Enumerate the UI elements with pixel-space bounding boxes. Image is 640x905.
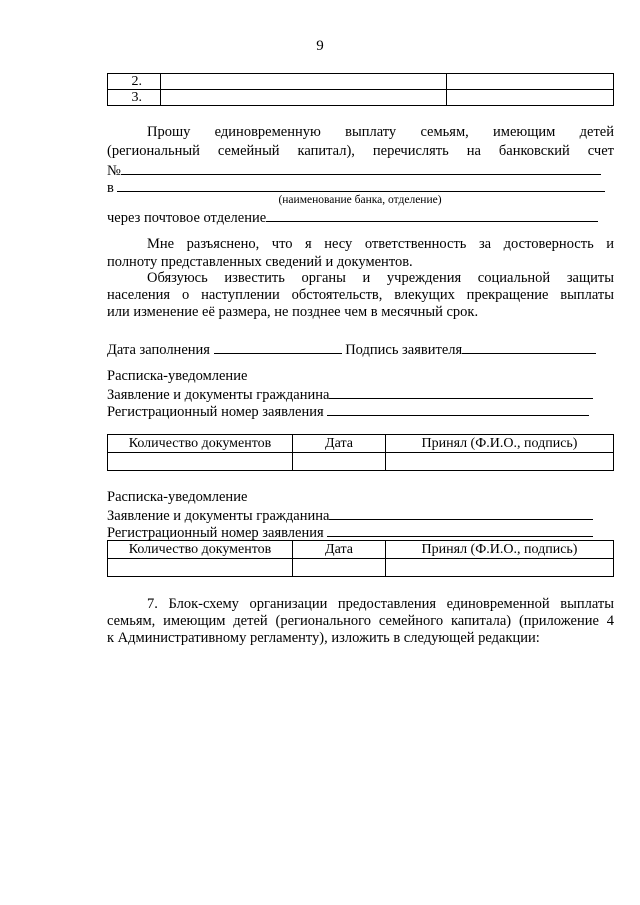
table-cell[interactable] [293, 559, 386, 577]
item7-line-1: 7. Блок-схему организации предоставления единовременной выплаты [147, 596, 614, 612]
responsibility-line-2: полноту представленных сведений и документов. [107, 254, 413, 270]
obligation-line-1: Обязуюсь известить органы и учреждения социальной защиты [147, 270, 614, 286]
signature-blank[interactable] [462, 340, 596, 354]
item7-line-3: к Административному регламенту), изложить в следующей редакции: [107, 630, 540, 646]
request-line-1: Прошу единовременную выплату семьям, имеющим детей [147, 124, 614, 140]
table-cell [447, 74, 614, 90]
account-blank[interactable] [121, 161, 601, 175]
docs-blank[interactable] [329, 385, 593, 399]
table-cell [161, 74, 447, 90]
post-office-blank[interactable] [266, 208, 598, 222]
reg-label: Регистрационный номер заявления [107, 404, 324, 420]
obligation-line-2: населения о наступлении обстоятельств, влекущих прекращение выплаты [107, 287, 614, 303]
reg-blank[interactable] [327, 523, 593, 537]
reg-label: Регистрационный номер заявления [107, 525, 324, 541]
table-row [108, 559, 614, 577]
col-header-date: Дата [293, 541, 386, 559]
table-row [108, 453, 614, 471]
table-cell [447, 90, 614, 106]
col-header-accepted: Принял (Ф.И.О., подпись) [386, 435, 614, 453]
signature-row [107, 340, 596, 359]
table-header-row [108, 541, 614, 559]
receipt-1-reg [107, 402, 589, 421]
docs-label: Заявление и документы гражданина [107, 508, 330, 524]
table-header-row [108, 435, 614, 453]
signature-label: Подпись заявителя [345, 342, 463, 358]
page-number: 9 [316, 38, 324, 54]
obligation-line-3: или изменение её размера, не позднее чем в месячный срок. [107, 304, 479, 320]
docs-blank[interactable] [329, 506, 593, 520]
col-header-date: Дата [293, 435, 386, 453]
post-office-field [107, 208, 598, 227]
table-cell[interactable] [386, 559, 614, 577]
receipt-1-table [107, 434, 614, 471]
table-cell [161, 90, 447, 106]
table-cell[interactable] [293, 453, 386, 471]
receipt-2-table [107, 540, 614, 577]
table-cell[interactable] [108, 453, 293, 471]
table-cell[interactable] [386, 453, 614, 471]
date-label: Дата заполнения [107, 342, 210, 358]
receipt-2-title: Расписка-уведомление [107, 489, 248, 505]
receipt-1-title: Расписка-уведомление [107, 368, 248, 384]
date-blank[interactable] [214, 340, 342, 354]
table-cell[interactable] [108, 559, 293, 577]
row-number: 2. [108, 74, 161, 90]
request-line-2: (региональный семейный капитал), перечислять на банковский счет [107, 143, 614, 159]
post-office-prefix: через почтовое отделение [107, 210, 267, 226]
col-header-accepted: Принял (Ф.И.О., подпись) [386, 541, 614, 559]
bank-note: (наименование банка, отделение) [278, 194, 442, 206]
table-row [108, 90, 614, 106]
docs-label: Заявление и документы гражданина [107, 387, 330, 403]
col-header-count: Количество документов [108, 435, 293, 453]
responsibility-line-1: Мне разъяснено, что я несу ответственность за достоверность и [147, 236, 614, 252]
table-row [108, 74, 614, 90]
item7-line-2: семьям, имеющим детей (регионального семейного капитала) (приложение 4 [107, 613, 614, 629]
reg-blank[interactable] [327, 402, 589, 416]
col-header-count: Количество документов [108, 541, 293, 559]
bank-prefix: в [107, 180, 114, 196]
row-number: 3. [108, 90, 161, 106]
top-table [107, 73, 614, 106]
account-prefix: № [107, 163, 121, 179]
bank-blank[interactable] [117, 178, 605, 192]
